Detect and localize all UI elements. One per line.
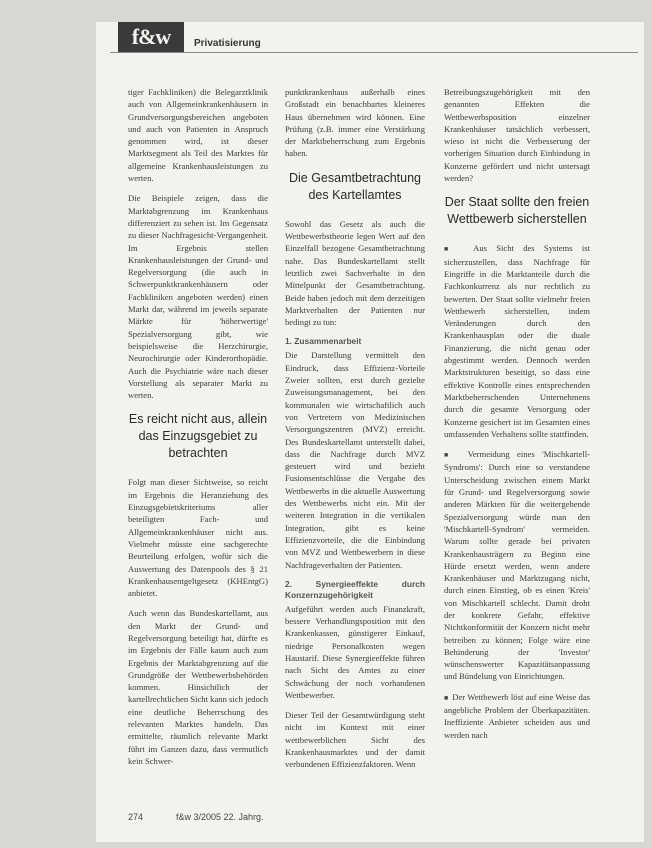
paragraph: Dieser Teil der Gesamtwürdigung steht nicht im Kontext mit einer wettbewerblichen Sicht des Krankenhausmarktes und der damit verbundenen Effizienzfaktoren. Wenn	[285, 710, 425, 770]
subheading: Der Staat sollte den freien Wettbewerb sicherstellen	[444, 195, 590, 227]
paragraph: Folgt man dieser Sichtweise, so reicht im Ergebnis die Heranziehung des Einzugsgebietskriteriums aller beteiligten Fach- und Allgemeinkrankenhäuser nicht aus. Vielmehr müsste eine sachgerechte Beurteilung erfolgen, wofür sich die Auswertung des Datenpools des § 21 Krankenhausentgeltgesetz (KHEntgG) anbietet.	[128, 477, 268, 599]
column-left	[128, 86, 268, 775]
subheading: Es reicht nicht aus, allein das Einzugsgebiet zu betrachten	[128, 412, 268, 461]
publication-logo: f&w	[118, 22, 184, 52]
bullet-paragraph: ■ Aus Sicht des Systems ist sicherzustellen, dass Nachfrage für Eingriffe in die Marktanteile durch die Fachkonkurrenz als nur rechtlich zu bewerten. Der Staat sollte vielmehr freien Wettbewerb sicherstellen, indem Veränderungen durch den Krankenhausplan oder die duale Finanzierung, die nicht genau oder abgestimmt werden. Dennoch werden Marktstrukturen beseitigt, so dass eine effektive Kontrolle eines entsprechenden Marktbeherrschenden Unternehmens durch die gesamte Versorgung oder Konzerne gesichert ist im Gesamten eines umfassenden Verhaltens sollte stattfinden.	[444, 242, 590, 440]
paragraph: punktkrankenhaus außerhalb eines Großstadt ein benachbartes kleineres Haus übernehmen wird können. Eine Prüfung (z.B. immer eine Verstärkung der Marktbeherrschung zum Ergebnis haben.	[285, 87, 425, 159]
numbered-subhead: 1. Zusammenarbeit	[285, 336, 362, 347]
bullet-paragraph: ■ Der Wettbewerb löst auf eine Weise das angebliche Problem der Überkapazitäten. Ineffiziente Anbieter scheiden aus und werden nach	[444, 691, 590, 741]
issue-info: f&w 3/2005 22. Jahrg.	[176, 812, 264, 822]
paragraph: tiger Fachkliniken) die Belegarztklinik auch von Allgemeinkrankenhäusern in Grundversorgungsbereichen angeboten und auch von Patienten in Anspruch genommen wird, ist dieser Marktsegment als Teil des Marktes für allgemeine Krankenhausleistungen zu werten.	[128, 87, 268, 184]
paragraph: Aufgeführt werden auch Finanzkraft, bessere Verhandlungsposition mit den Krankenkassen, günstigerer Einkauf, niedrige Personalkosten wegen Haustarif. Diese Synergieeffekte führen nach Sicht des Amtes zu einer Schwächung der noch vorhandenen Wettbewerber.	[285, 603, 425, 700]
header-rule	[110, 20, 638, 53]
column-middle	[285, 86, 425, 779]
paragraph: Auch wenn das Bundeskartellamt, aus den Markt der Grund- und Regelversorgung beteiligt hat, dürfte es im Ergebnis der Fälle kaum auch zum Ergebnis der Marktabgrenzung auf die Grundgröße der Wettbewerbsbehörden kommen. Hinsichtlich der kartellrechtlichen Sicht kann sich jedoch eine deutliche Beherrschung des relevanten Marktes handeln. Das ermittelte, räumlich relevante Markt führt im Ganzen dazu, dass vermutlich kein Schwer-	[128, 608, 268, 766]
subheading: Die Gesamtbetrachtung des Kartellamtes	[288, 170, 421, 202]
numbered-subhead: 2. Synergieeffekte durch Konzernzugehörigkeit	[285, 578, 425, 600]
paragraph: Betreibungszugehörigkeit mit den genannten Effekten die Wettbewerbsposition einzelner Krankenhäuser tatsächlich verbessert, wieso ist nicht die Verbesserung der vorherigen Situation durch Einbindung in Konzerne gefördert und nicht untersagt werden?	[444, 87, 590, 184]
section-label: Privatisierung	[194, 38, 261, 49]
bullet-paragraph: ■ Vermeidung eines 'Mischkartell-Syndroms': Durch eine so verstandene Unterscheidung zwischen einem Markt für Grund- und Regelversorgung sowie anderen Märkten für die weitergehende Spezialversorgung würde man den 'Mischkartell-Syndrom' vermeiden. Warum sollte gerade bei privaten Krankenhausträgern zu Beginn eine Hürde ersetzt werden, wenn andere Krankenhäuser und Marktzugang nicht, durch einen Einstieg, ob es einen 'Kreis' von Mischkartell schlecht. Damit droht der konkrete Gefahr, effektive Nichtkonformität der Konzern nicht mehr betreiben zu können; Folge wäre eine Behinderung der 'Investor' wünschenswerter Kapazitätsanpassung und Bündelung von Einrichtungen.	[444, 448, 590, 683]
page-number: 274	[128, 812, 144, 822]
column-right	[444, 86, 590, 749]
paragraph: Die Beispiele zeigen, dass die Marktabgrenzung im Krankenhaus differenziert zu sehen ist. Im Gegensatz zu dieser Nachfragesicht-Vergangenheit. Im Ergebnis stellen Krankenhausleistungen der Grund- und Regelversorgung (die auch in Schwerpunktkrankenhäusern oder Fachkliniken angeboten werden) einen Markt dar, während im jeweils separate Märkte für 'höherwertige' Spezialversorgung gibt, wie beispielsweise die Herzchirurgie, Neurochirurgie oder Kinderorthopädie. Auch die Psychiatrie wäre nach dieser Vorstellung als separater Markt zu werten.	[128, 193, 268, 401]
paragraph: Die Darstellung vermittelt den Eindruck, dass Effizienz-Vorteile Zweier sollten, erst durch gezielte Zuweisungsmanagement, bei den kommunalen wie wirtschaftlich auch von Vertretern von Medizinischen Versorgungszentren (MVZ) erreicht. Des Bundeskartellamt unterstellt dabei, dass die Nachfrage durch MVZ gesteuert wird und bezieht Fusionsentschlüsse die Vergabe des Wettbewerbs in die aktuelle Auswertung des Wettbewerbs nicht ein. Mit der weiteren Integration in die vertikalen Integration, gibt es keine Effizienzvorteile, die die Einbindung von MVZ und Wettbewerbern in diese Nachfrageverhalten der Patienten.	[285, 350, 425, 570]
paragraph: Sowohl das Gesetz als auch die Wettbewerbstheorie legen Wert auf den Einzelfall bezogene Gesamtbetrachtung nahe. Das Bundeskartellamt stellt letztlich zwei Sachverhalte in den Mittelpunkt der Gesamtbetrachtung. Beide haben jedoch mit dem derzeitigen Marktverhalten der Patienten nur bedingt zu tun:	[285, 218, 425, 328]
